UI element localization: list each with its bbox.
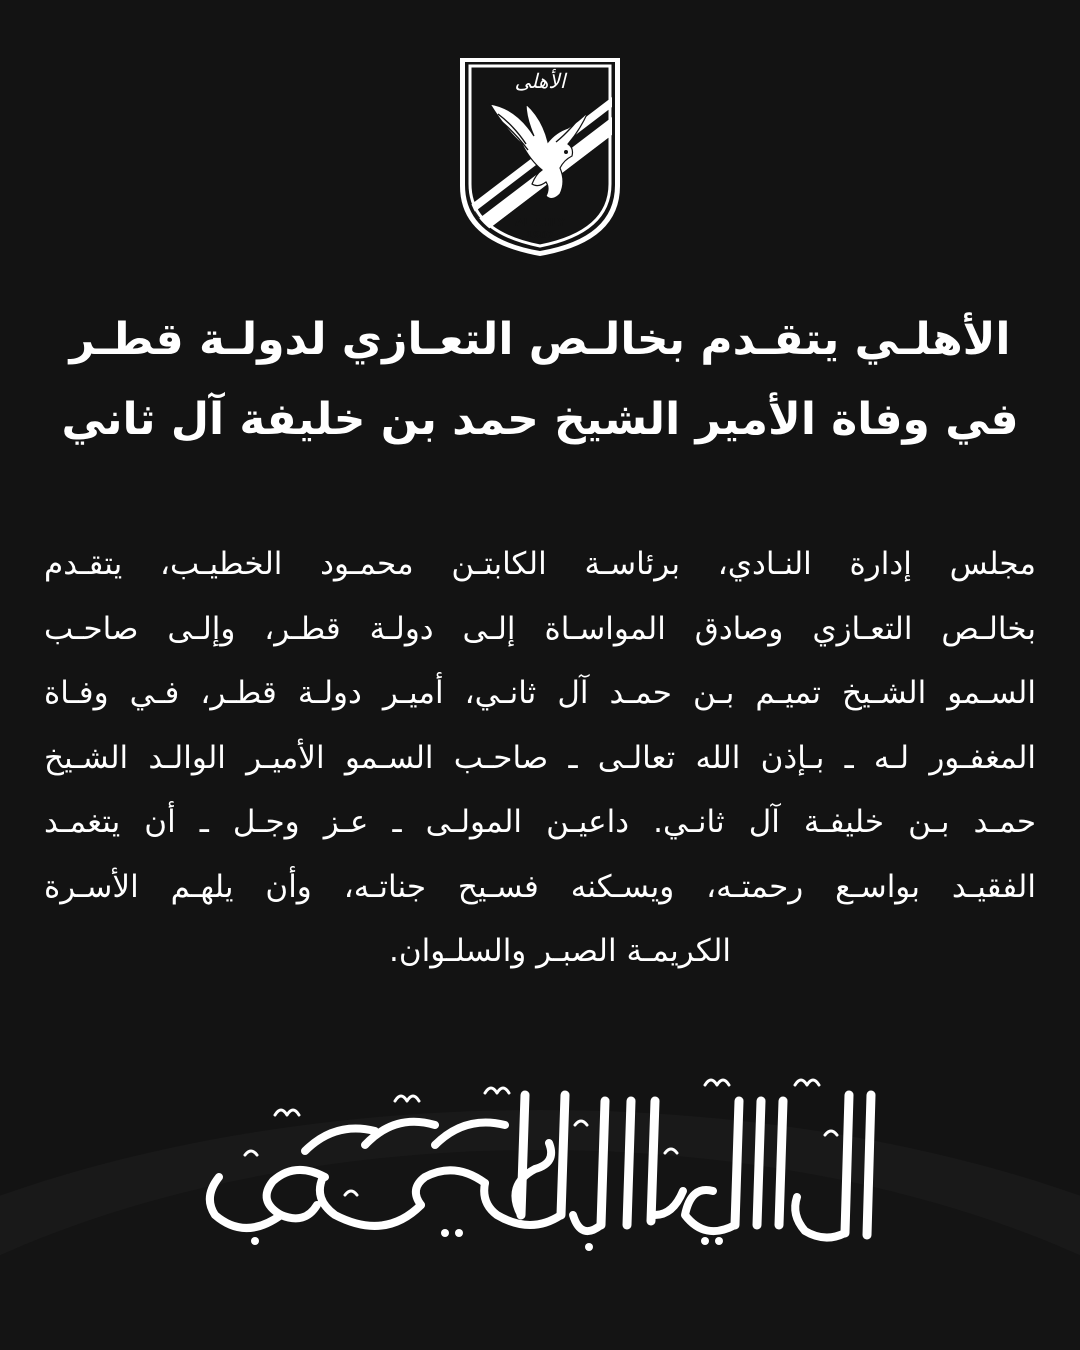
paragraph-line: الفقيـد بواسـع رحمتـه، ويسـكنه فسـيح جناتـه، وأن يلهـم الأسـرة [44,868,1036,905]
paragraph-line: حمـد بـن خليفـة آل ثانـي. داعيـن المولـى ـ عـز وجـل ـ أن يتغمـد [44,804,1036,840]
logo-name: AL AHLY [514,216,566,229]
paragraph-line: بخالـص التعـازي وصادق المواسـاة إلـى دولـة قطـر، وإلـى صاحـب [44,610,1036,647]
logo-year: 1907 [526,230,554,241]
paragraph-line: السـمو الشـيخ تميـم بـن حمـد آل ثانـي، أميـر دولـة قطـر، فـي وفـاة [44,675,1036,711]
paragraph-line: مجلس إدارة النـادي، برئاسـة الكابتـن محمـود الخطيـب، يتقـدم [44,546,1036,582]
club-logo [456,56,624,256]
logo-arabic-name: الأهلى [514,69,566,93]
headline-line-1: الأهلـي يتقـدم بخالـص التعـازي لدولـة قطـر [69,314,1011,365]
condolence-paragraph [44,532,1036,984]
headline [30,300,1050,460]
headline-line-2: في وفاة الأمير الشيخ حمد بن خليفة آل ثاني [61,394,1019,445]
paragraph-line: الكريمـة الصبـر والسلـوان. [389,933,731,969]
paragraph-line: المغفـور لـه ـ بـإذن الله تعالـى ـ صاحـب السـمو الأميـر الوالـد الشـيخ [44,739,1036,776]
calligraphy-inna-lillah [185,1065,895,1260]
